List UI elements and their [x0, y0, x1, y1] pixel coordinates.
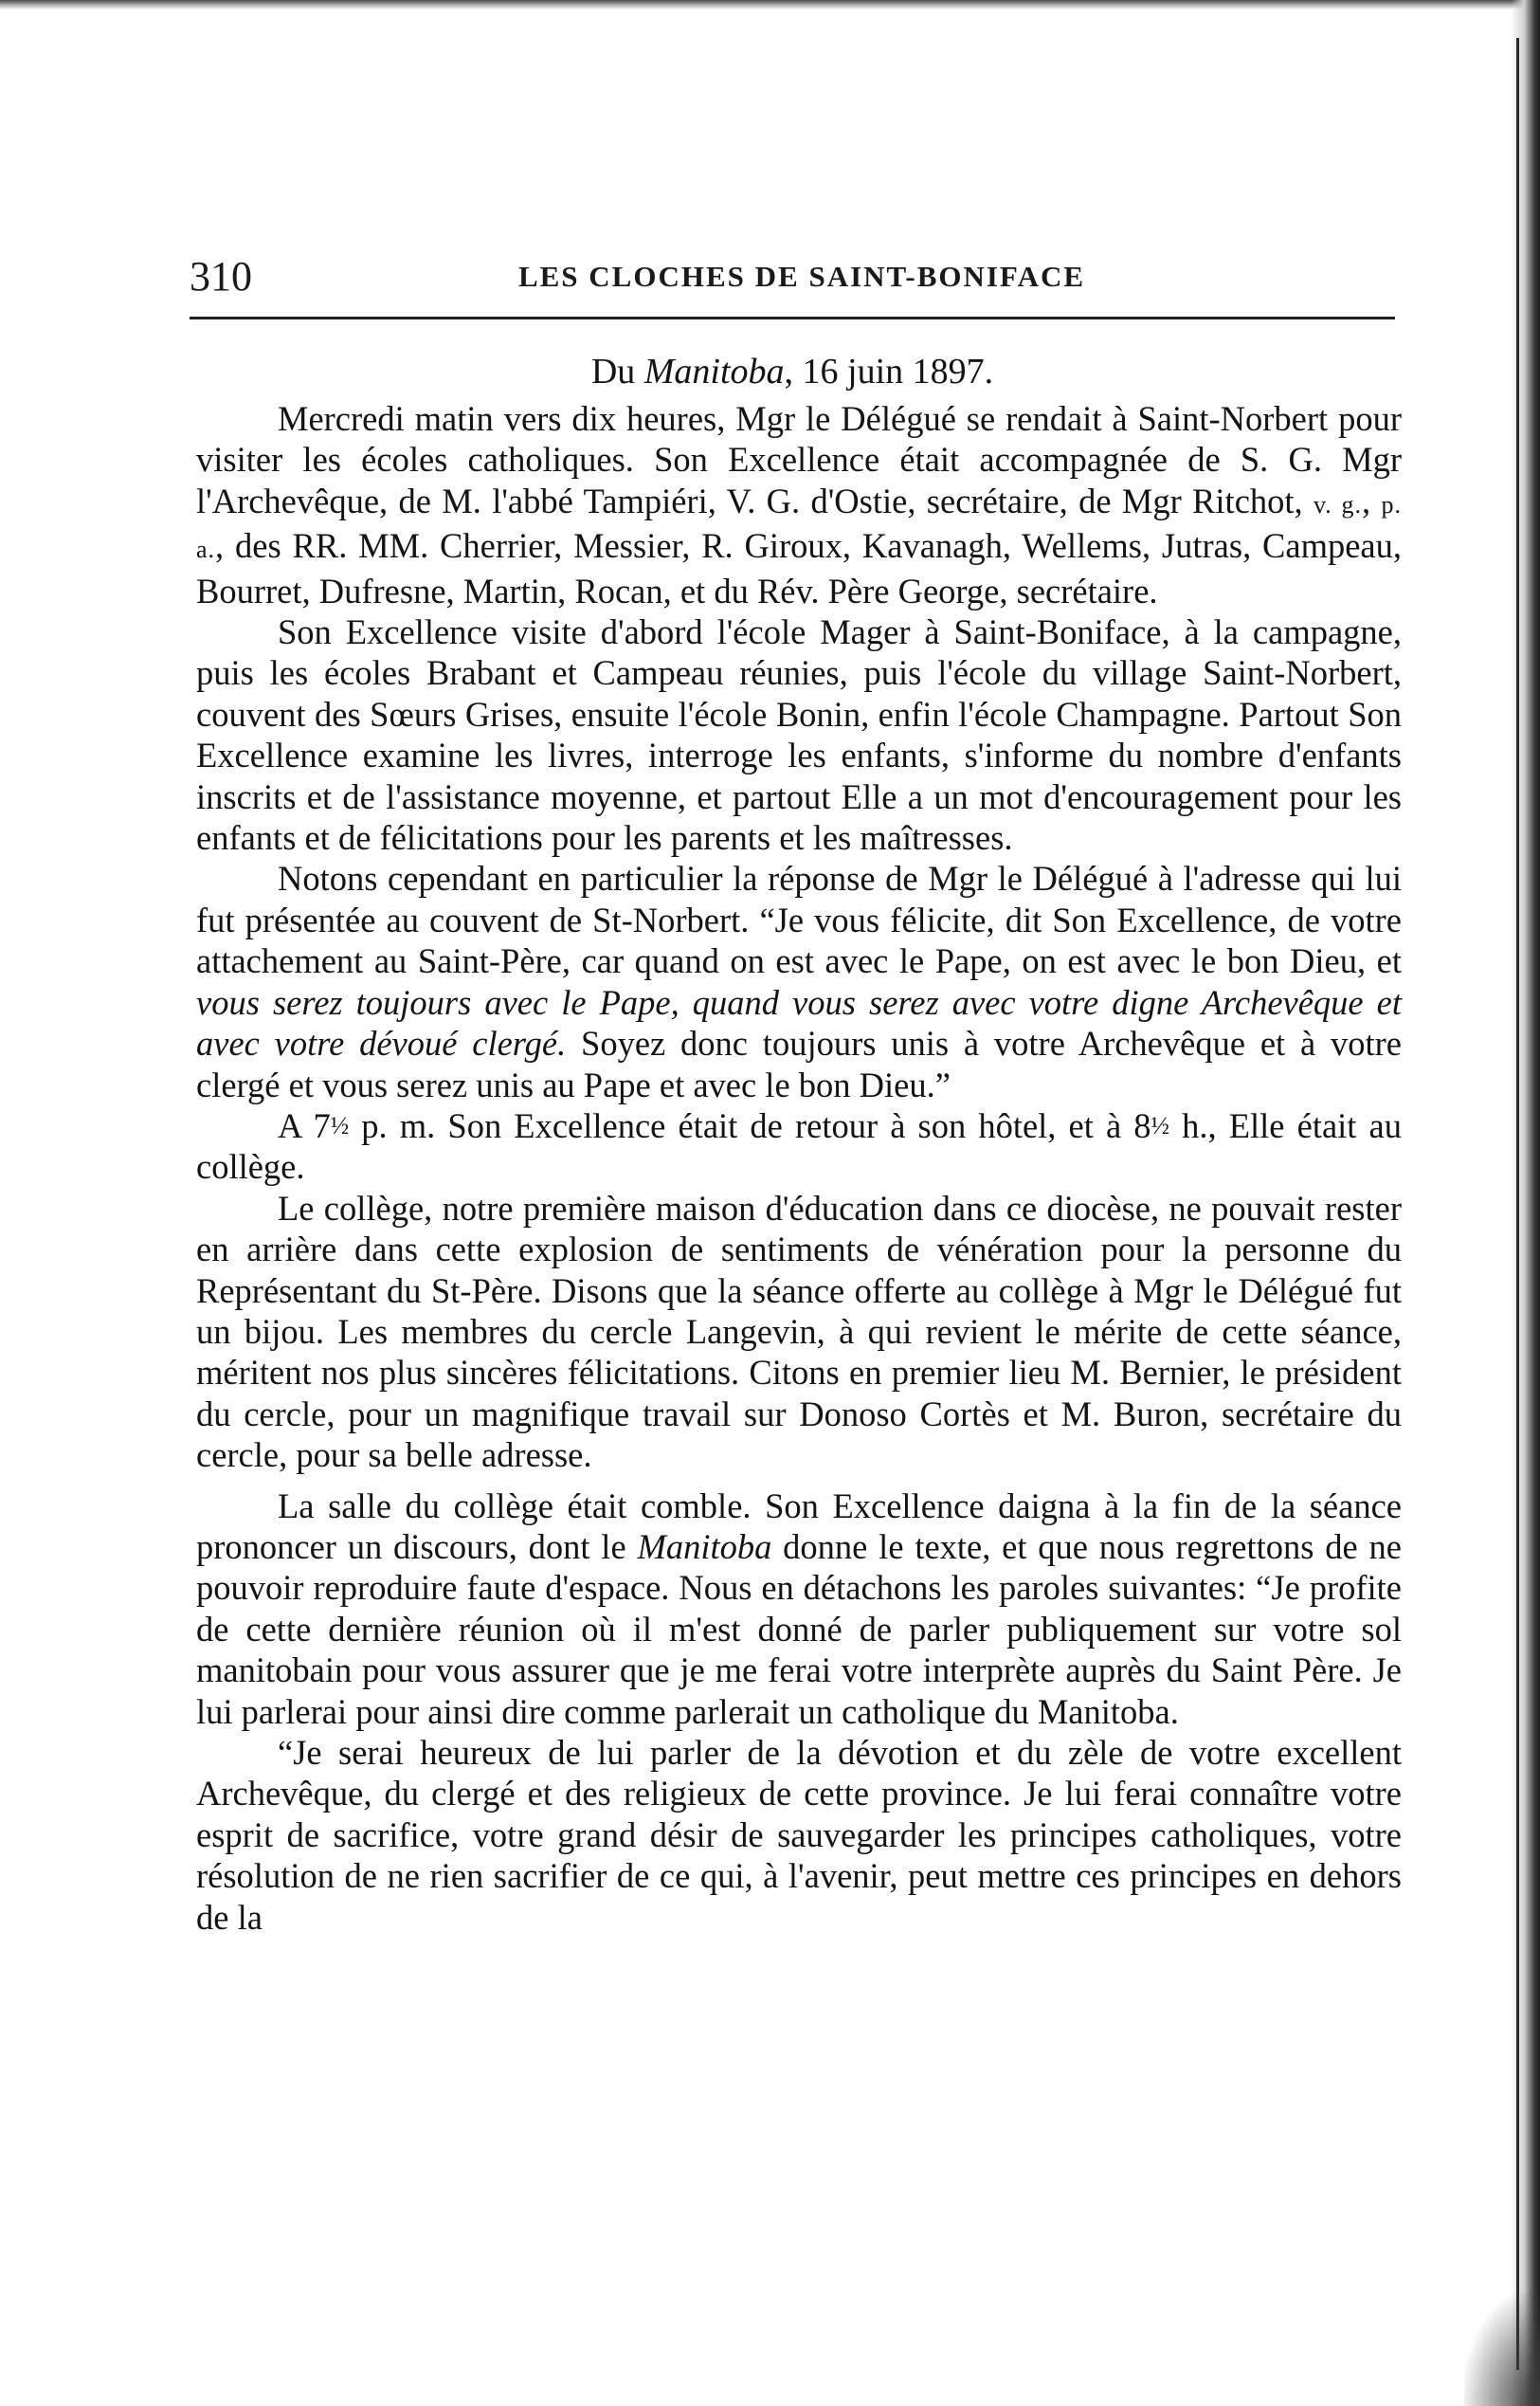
paragraph-6-text-a: La salle du collège était comble. Son Excellence daigna à la fin de la séance prononcer un discours, dont le — [196, 1486, 1402, 1566]
paragraph-4-fraction-2: ½ — [1150, 1111, 1170, 1139]
paragraph-1-abbr-vg: v. g. — [1314, 490, 1363, 519]
paragraph-6-text-b: donne le texte, et que nous regrettons de ne pouvoir reproduire faute d'espace. Nous en détachons les paroles suivantes: “Je profite de cette dernière réunion où il m'est donné de parler publiquement sur votre sol manitobain pour vous assurer que je me ferai votre interprète auprès du Saint Père. Je lui parlerai pour ainsi dire comme parlerait un catholique du Manitoba. — [196, 1526, 1402, 1731]
paragraph-4-text-b: p. m. Son Excellence était de retour à son hôtel, et à 8 — [349, 1105, 1151, 1145]
paragraph-1-text-c: , des RR. MM. Cherrier, Messier, R. Giroux, Kavanagh, Wellems, Jutras, Campeau, Bourret, Dufresne, Martin, Rocan, et du Rév. Père George, secrétaire. — [196, 526, 1402, 611]
binding-line — [1516, 38, 1519, 2370]
paragraph-4 — [196, 1105, 1402, 1188]
body-text — [196, 398, 1402, 1938]
dateline-date: , 16 juin 1897. — [784, 352, 994, 392]
paragraph-3-text-b: Soyez donc toujours unis à votre Archevêque et à votre clergé et vous serez unis au Pape et avec le bon Dieu.” — [196, 1024, 1402, 1104]
header-rule — [190, 317, 1395, 319]
page-header — [190, 248, 1272, 305]
paragraph-1 — [196, 398, 1402, 611]
paragraph-3-italic: vous serez toujours avec le Pape, quand vous serez avec votre digne Archevêque et avec votre dévoué clergé. — [196, 982, 1402, 1064]
paragraph-1-text-a: Mercredi matin vers dix heures, Mgr le Délégué se rendait à Saint-Norbert pour visiter les écoles catholiques. Son Excellence était accompagnée de S. G. Mgr l'Archevêque, de M. l'abbé Tampiéri, V. G. d'Ostie, secrétaire, de Mgr Ritchot, — [196, 399, 1402, 520]
page-number: 310 — [190, 253, 252, 300]
dateline — [190, 345, 1395, 398]
scan-corner-smudge — [1464, 2292, 1540, 2406]
paragraph-7: “Je serai heureux de lui parler de la dévotion et du zèle de votre excellent Archevêque, du clergé et des religieux de cette province. Je lui ferai connaître votre esprit de sacrifice, votre grand désir de sauvegarder les principes catholiques, votre résolution de ne rien sacrifier de ce qui, à l'avenir, peut mettre ces principes en dehors de la — [196, 1733, 1402, 1937]
paragraph-4-fraction-1: ½ — [330, 1111, 350, 1139]
paragraph-3 — [196, 858, 1402, 1104]
scan-top-edge — [0, 0, 1540, 9]
paragraph-6 — [196, 1486, 1402, 1732]
paragraph-1-abbr-pa: p. a. — [196, 490, 1402, 564]
dateline-prefix: Du — [590, 352, 644, 392]
dateline-source: Manitoba — [643, 352, 785, 392]
paragraph-1-text-b: , — [1362, 481, 1382, 520]
paragraph-4-text-c: h., Elle était au collège. — [196, 1105, 1402, 1187]
paragraph-4-text-a: A 7 — [278, 1105, 331, 1145]
running-title: LES CLOCHES DE SAINT-BONIFACE — [517, 260, 1086, 293]
paragraph-3-text-a: Notons cependant en particulier la réponse de Mgr le Délégué à l'adresse qui lui fut présentée au couvent de St-Norbert. “Je vous félicite, dit Son Excellence, de votre attachement au Saint-Père, car quand on est avec le Pape, on est avec le bon Dieu, et — [196, 859, 1402, 981]
paragraph-6-italic: Manitoba — [637, 1526, 772, 1566]
paragraph-2: Son Excellence visite d'abord l'école Mager à Saint-Boniface, à la campagne, puis les écoles Brabant et Campeau réunies, puis l'école du village Saint-Norbert, couvent des Sœurs Grises, ensuite l'école Bonin, enfin l'école Champagne. Partout Son Excellence examine les livres, interroge les enfants, s'informe du nombre d'enfants inscrits et de l'assistance moyenne, et partout Elle a un mot d'encouragement pour les enfants et de félicitations pour les parents et les maîtresses. — [196, 612, 1402, 858]
paragraph-5: Le collège, notre première maison d'éducation dans ce diocèse, ne pouvait rester en arrière dans cette explosion de sentiments de vénération pour la personne du Représentant du St-Père. Disons que la séance offerte au collège à Mgr le Délégué fut un bijou. Les membres du cercle Langevin, à qui revient le mérite de cette séance, méritent nos plus sincères félicitations. Citons en premier lieu M. Bernier, le président du cercle, pour un magnifique travail sur Donoso Cortès et M. Buron, secrétaire du cercle, pour sa belle adresse. — [196, 1188, 1402, 1475]
